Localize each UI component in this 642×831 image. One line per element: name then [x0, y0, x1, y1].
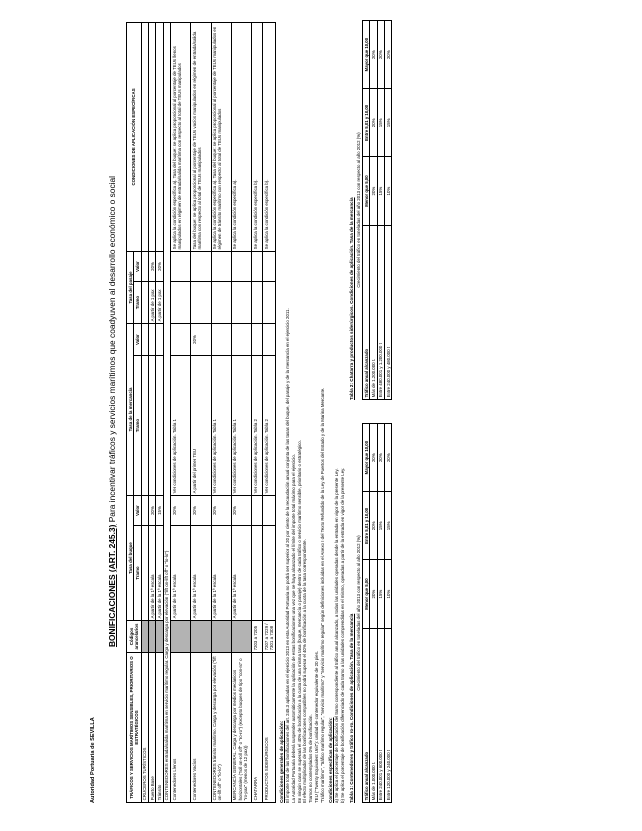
bonus-table	[126, 22, 276, 803]
pasaje-tramo	[171, 281, 191, 323]
mercancia-valor: 20%	[191, 323, 211, 355]
conditions-cell: Se aplica la condición específica a).	[231, 22, 251, 251]
cell-value: 20%	[384, 424, 391, 492]
buque-tramo: A partir de la 1ª escala	[171, 526, 191, 621]
row-codes	[156, 621, 163, 653]
buque-valor	[263, 495, 276, 525]
table-row	[163, 22, 170, 802]
mercancia-valor	[156, 323, 163, 355]
header-tasa-mercancia: Tasa de la mercancía	[126, 323, 133, 495]
table-row	[370, 21, 377, 400]
header-codes: Códigos arancelarios	[126, 621, 141, 653]
cell-value: 15%	[384, 89, 391, 157]
row-name: Contenedores Llenos	[171, 653, 191, 803]
buque-tramo	[141, 526, 148, 621]
row-label: Entre 120.000 y 240.000 t	[384, 628, 391, 802]
col-header: Entre 5,01 y 10,00	[362, 89, 369, 157]
buque-valor	[141, 495, 148, 525]
bottom-tables	[349, 20, 392, 803]
pasaje-tramo: A partir de 1 pax	[149, 281, 156, 323]
buque-tramo: A partir de la 1ª escala	[231, 526, 251, 621]
header-tramo: Tramo	[134, 281, 141, 323]
header-tramo: Tramo	[134, 355, 141, 495]
mercancia-tramo	[141, 355, 148, 495]
specific-conditions	[328, 20, 345, 803]
col-header: Mayor que 10,00	[362, 424, 369, 492]
col-header: Menor que 5,00	[362, 157, 369, 225]
mercancia-tramo: Ver condiciones de aplicación. Tabla 1	[171, 355, 191, 495]
general-line: El efecto multiplicador de las bonificaciones compatibles no podrá superar el 40% de bonificación a la cuota de la tasa correspondiente.	[302, 539, 308, 803]
cell-value: 20%	[370, 560, 377, 628]
cell-value: 15%	[377, 89, 384, 157]
col-header: Mayor que 10,00	[362, 21, 369, 89]
header-valor: Valor	[134, 323, 141, 355]
pasaje-tramo	[231, 281, 251, 323]
row-codes	[171, 621, 191, 653]
pasaje-tramo	[251, 281, 262, 323]
row-codes	[231, 621, 251, 653]
col-header: Menor que 5,00	[362, 560, 369, 628]
general-line: El importe total de las bonificaciones del art. 245.3 aplicadas en el ejercicio 2013 en esta Autoridad Portuaria no podrá ser superior al 20 por ciento de la recaudación anual conjunta de las tasas del buque, del pasaje y de la mercancía en el ejercicio 2011.	[285, 308, 291, 803]
cell-value: 20%	[370, 424, 377, 492]
specific-line: b) Se aplica el porcentaje de bonificación diferenciado de cada tramo a las unidades comprendidas en el mismo, operadas a partir de la entrada en vigor de la presente Ley.	[340, 467, 346, 803]
conditions-cell: Se aplica la condición específica a). Tasa del buque: se aplica proporcional al porcentaje de TEUs llenos manipulados en régimen de entrada/salida marítima con respecto al total de TEUs manipulados	[171, 22, 191, 251]
mercancia-valor	[211, 323, 231, 355]
title-heading: BONIFICACIONES	[107, 574, 117, 648]
row-label: Más de 1.200.000 t.	[370, 225, 377, 399]
header-tasa-pasaje: Tasa del pasaje	[126, 251, 133, 323]
table-row	[377, 424, 384, 803]
row-codes	[211, 621, 231, 653]
table-row	[191, 22, 211, 802]
title-rest: Para incentivar tráficos y servicios marítimos que coadyuven al desarrollo económico o social	[107, 175, 117, 523]
table-2-grid	[362, 20, 392, 400]
row-name: Contenedores Vacíos	[191, 653, 211, 803]
table-row	[149, 22, 156, 802]
specific-line: a) Se aplica el porcentaje de bonificación del tramo correspondiente al tráfico anual alcanzado, a todas las unidades operadas desde la entrada en vigor de la presente Ley.	[334, 468, 340, 803]
mercancia-valor	[231, 323, 251, 355]
pasaje-valor	[263, 251, 276, 281]
section-row: CONTENEDORES entrada/salida marítima en servicio marítimo regular. Carga y descarga por elevación ("lift on-lift off" o "lo-lo")	[163, 22, 170, 802]
table-row	[377, 21, 384, 400]
general-line: Tramos no contemplados 0% de bonificación.	[308, 714, 314, 803]
table-row	[171, 22, 191, 802]
header-tramo: Tramo	[134, 526, 141, 621]
cell-value: 20%	[370, 89, 377, 157]
conditions-cell: Se aplica la condición específica b).	[263, 22, 276, 251]
row-codes	[149, 621, 156, 653]
row-name: MERCANCÍA GENERAL. Carga y descarga por medios mecánicos horizontales ("roll on-roll off" o "ro-ro") (excepto buques de tipo "con-ro" o "ro-pax" (menos de 12 pax))	[231, 653, 251, 803]
table-row	[141, 22, 148, 802]
row-name: CRUCEROS TURÍSTICOS	[141, 653, 148, 803]
row-label: Entre 240.000 y 480.000 t	[384, 225, 391, 399]
conditions-cell	[141, 22, 148, 251]
mercancia-tramo: A partir del primer TEU	[191, 355, 211, 495]
buque-valor: 20%	[149, 495, 156, 525]
pasaje-valor	[211, 251, 231, 281]
col-header: Entre 5,01 y 10,00	[362, 492, 369, 560]
cell-value: 20%	[370, 157, 377, 225]
mercancia-valor	[263, 323, 276, 355]
row-label: Entre 240.001 y 600.000 t	[377, 628, 384, 802]
pasaje-valor	[191, 251, 211, 281]
cell-value: 20%	[370, 21, 377, 89]
buque-tramo: A partir de la 1ª escala	[191, 526, 211, 621]
cell-value: 20%	[377, 424, 384, 492]
buque-valor: 20%	[231, 495, 251, 525]
cell-value: 15%	[377, 157, 384, 225]
conditions-cell: Tasa del buque: se aplica proporcional al porcentaje de TEUs vacíos manipulados en régimen de entrada/salida marítima con respecto al total de TEUs manipulados	[191, 22, 211, 251]
table-row	[370, 424, 377, 803]
cell-value: 15%	[377, 492, 384, 560]
row-name: Tránsito	[156, 653, 163, 803]
row-name: CONTENEDORES tránsito marítimo. Carga y descarga por elevación ("lift on-lift off" o "lo-lo")	[211, 653, 231, 803]
general-line: La Autoridad Portuaria deberá suspender automáticamente la aplicación de estas bonificaciones una vez que se haya alcanzado el límite del importe total máximo para el ejercicio.	[290, 453, 296, 803]
buque-tramo: A partir de la 1ª escala	[156, 526, 163, 621]
row-name: CHATARRA	[251, 653, 262, 803]
cell-value: 10%	[384, 157, 391, 225]
pasaje-valor: 20%	[156, 251, 163, 281]
general-heading: Condiciones generales de aplicación:	[278, 720, 284, 803]
row-name: PRODUCTOS SIDERÚRGICOS	[263, 653, 276, 803]
table-1-subtitle: Crecimiento del tráfico en toneladas del año 2013 con respecto al año 2012 (%)	[355, 535, 361, 691]
pasaje-valor	[251, 251, 262, 281]
mercancia-tramo	[149, 355, 156, 495]
document-title	[108, 20, 118, 803]
conditions-cell: Se aplica la condición específica b).	[251, 22, 262, 251]
row-codes	[191, 621, 211, 653]
row-codes	[141, 621, 148, 653]
buque-tramo: A partir de la 1ª escala	[149, 526, 156, 621]
col-header: Tráfico anual alcanzado	[362, 225, 369, 399]
header-tasa-buque: Tasa del buque	[126, 495, 133, 620]
general-line: "Tráfico marítimo", "tráfico marítimo regular", "servicio marítimo" y "servicio marítimo regular" según definiciones incluidas en el Anexo I del Texto Refundido de la Ley de Puertos del Estado y de la Marina Mercante.	[319, 387, 325, 803]
buque-valor: 20%	[191, 495, 211, 525]
header-valor: Valor	[134, 495, 141, 525]
table-2-caption: Tabla 2: Chatarra y productos siderúrgicos. Condiciones de aplicación. Tasa de la mercancía	[349, 197, 355, 400]
table-1-grid	[362, 423, 392, 803]
mercancia-tramo: Ver condiciones de aplicación. Tabla 2	[251, 355, 262, 495]
row-codes: 7203 a 7205	[251, 621, 262, 653]
table-row	[211, 22, 231, 802]
cell-value: 15%	[384, 492, 391, 560]
cell-value: 20%	[384, 21, 391, 89]
row-codes: 7207 a 7229 / 7301 a 7308	[263, 621, 276, 653]
table-row	[251, 22, 262, 802]
cell-value: 20%	[377, 21, 384, 89]
mercancia-valor	[171, 323, 191, 355]
pasaje-valor	[231, 251, 251, 281]
col-header: Tráfico anual alcanzado	[362, 628, 369, 802]
pasaje-tramo	[191, 281, 211, 323]
row-label: Más de 1.000.000 t.	[370, 628, 377, 802]
mercancia-tramo: Ver condiciones de aplicación. Tabla 2	[263, 355, 276, 495]
pasaje-tramo	[141, 281, 148, 323]
pasaje-valor	[171, 251, 191, 281]
table-2	[349, 20, 392, 400]
buque-tramo	[263, 526, 276, 621]
cell-value: 10%	[384, 560, 391, 628]
header-valor: Valor	[134, 251, 141, 281]
conditions-cell	[149, 22, 156, 251]
table-row	[263, 22, 276, 802]
pasaje-tramo	[211, 281, 231, 323]
header-conditions: CONDICIONES DE APLICACIÓN ESPECÍFICAS	[126, 22, 141, 251]
header-traffic: TRÁFICOS Y SERVICIOS MARÍTIMOS SENSIBLES, PRIORITARIOS O ESTRATÉGICOS	[126, 653, 141, 803]
table-row	[384, 424, 391, 803]
pasaje-valor	[141, 251, 148, 281]
table-2-subtitle: Crecimiento del tráfico en toneladas del año 2013 con respecto al año 2012 (%)	[355, 132, 361, 288]
mercancia-tramo: Ver condiciones de aplicación. Tabla 1	[231, 355, 251, 495]
row-label: Entre 480.001 y 1.200.000 t	[377, 225, 384, 399]
conditions-cell	[156, 22, 163, 251]
table-row	[231, 22, 251, 802]
mercancia-tramo: Ver condiciones de aplicación. Tabla 1	[211, 355, 231, 495]
cell-value: 15%	[377, 560, 384, 628]
pasaje-valor: 20%	[149, 251, 156, 281]
table-row	[384, 21, 391, 400]
general-conditions	[279, 20, 325, 803]
buque-valor	[251, 495, 262, 525]
conditions-cell: Se aplica la condición específica a). Tasa del buque: se aplica proporcional al porcentaje de TEUs manipulados en régimen de tránsito marítimo con respecto al total de TEUs manipulados	[211, 22, 231, 251]
general-line: TEU ("Twenty Equivalent Unit"): unidad de contenedor equivalente de 20 pies.	[313, 650, 319, 803]
table-1-caption: Tabla 1: Contenedores y tráfico ro-ro. Condiciones de aplicación. Tasa de la mercancía	[349, 613, 355, 803]
pasaje-tramo	[263, 281, 276, 323]
buque-valor: 20%	[171, 495, 191, 525]
authority-name: Autoridad Portuaria de SEVILLA	[90, 717, 96, 803]
specific-heading: Condiciones específicas de aplicación:	[327, 717, 333, 803]
buque-tramo	[251, 526, 262, 621]
mercancia-tramo	[156, 355, 163, 495]
buque-valor: 20%	[211, 495, 231, 525]
buque-valor: 15%	[156, 495, 163, 525]
title-article: (ART. 245.3)	[107, 524, 117, 573]
buque-tramo: A partir de la 1ª escala	[211, 526, 231, 621]
mercancia-valor	[251, 323, 262, 355]
table-1	[349, 423, 392, 803]
row-name: Puerto Base	[149, 653, 156, 803]
mercancia-valor	[149, 323, 156, 355]
mercancia-valor	[141, 323, 148, 355]
cell-value: 20%	[370, 492, 377, 560]
pasaje-tramo: A partir de 1 pax	[156, 281, 163, 323]
general-line: En ningún caso se superará el 40% de bonificación a la cuota de una misma tasa (buque, mercancía o pasaje) dentro de cada tráfico o servicio marítimo sensible, prioritario o estratégico.	[296, 440, 302, 803]
table-row	[156, 22, 163, 802]
